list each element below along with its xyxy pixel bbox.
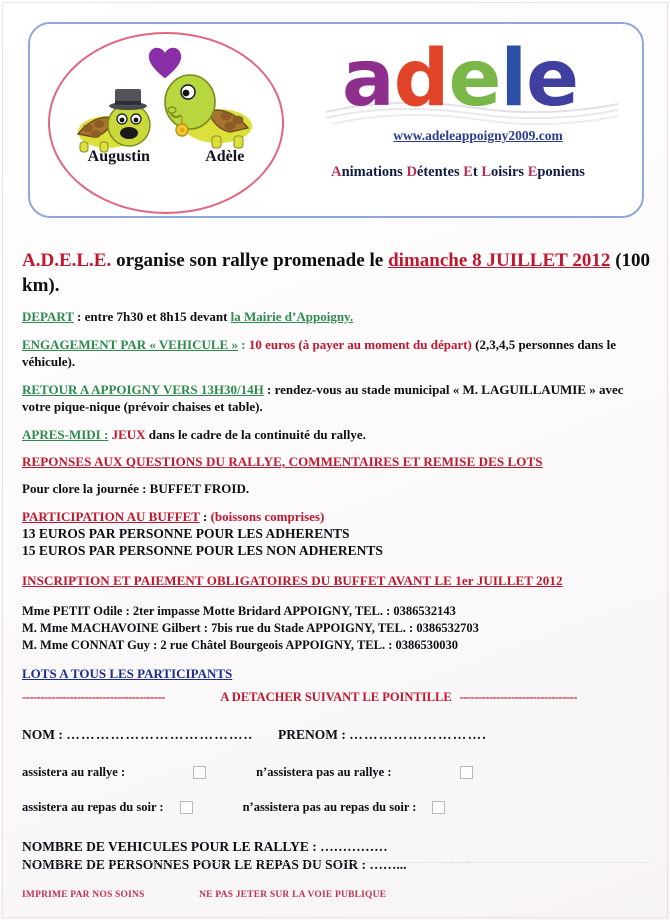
title-middle: organise son rallye promenade le [111, 250, 389, 271]
clore-line: Pour clore la journée : BUFFET FROID. [22, 481, 250, 496]
footer-divider [22, 862, 650, 863]
logo-letter-0: a [342, 34, 394, 124]
logo-letter-4: e [526, 34, 579, 124]
apres-midi-text: dans le cadre de la continuité du rallye. [145, 427, 366, 442]
buffet-sep: : [199, 509, 211, 524]
engagement-note: (2,3,4,5 personnes dans le véhicule). [22, 337, 616, 369]
tagline-capital-1: D [406, 164, 417, 180]
nb-personnes-field[interactable]: NOMBRE DE PERSONNES POUR LE REPAS DU SOIR : ……... [22, 857, 407, 872]
engagement-price: 10 euros (à payer au moment du départ) [248, 337, 472, 352]
flyer-body [22, 248, 650, 682]
reponses-heading: REPONSES AUX QUESTIONS DU RALLYE, COMMENTAIRES ET REMISE DES LOTS [22, 454, 543, 469]
turtle-adele-icon [152, 68, 258, 154]
contact-item: M. Mme CONNAT Guy : 2 rue Châtel Bourgeois APPOIGNY, TEL. : 0386530030 [22, 638, 458, 652]
tagline-word-2: t [472, 164, 482, 180]
tagline-capital-2: E [463, 164, 473, 180]
rallye-no-checkbox[interactable] [460, 766, 473, 779]
detachable-form [22, 690, 650, 835]
depart-sep: : [73, 309, 85, 324]
engagement-sep: : [237, 337, 249, 352]
depart-text: entre 7h30 et 8h15 devant [84, 309, 231, 324]
retour-block [22, 381, 650, 415]
adele-logo-letters [342, 36, 578, 122]
detach-dashes-left: --------------------------------------- [22, 690, 165, 704]
turtle-augustin-icon [66, 88, 158, 154]
website-link[interactable]: www.adeleappoigny2009.com [393, 128, 563, 143]
footer-print-notice: IMPRIME PAR NOS SOINS [22, 890, 145, 900]
footer-notices [22, 890, 650, 900]
buffet-label: PARTICIPATION AU BUFFET [22, 509, 200, 524]
depart-label: DEPART [22, 309, 74, 324]
event-date: dimanche 8 JUILLET 2012 [388, 250, 611, 271]
rallye-attendance-row [22, 765, 650, 780]
buffet-price-non-adherents: 15 EUROS PAR PERSONNE POUR LES NON ADHERENTS [22, 543, 383, 558]
nom-label: NOM : [22, 727, 67, 742]
repas-no-checkbox[interactable] [432, 801, 445, 814]
counts-section [22, 838, 650, 874]
tagline-word-0: nimations [341, 164, 407, 180]
event-title [22, 248, 650, 298]
detach-separator [22, 690, 650, 705]
tagline-word-1: étentes [416, 164, 464, 180]
tagline-capital-0: A [331, 164, 342, 180]
buffet-price-adherents: 13 EUROS PAR PERSONNE POUR LES ADHERENTS [22, 526, 350, 541]
engagement-block [22, 336, 650, 370]
contact-item: M. Mme MACHAVOINE Gilbert : 7bis rue du Stade APPOIGNY, TEL. : 0386532703 [22, 621, 479, 635]
repas-no-label: n’assistera pas au repas du soir : [242, 800, 417, 814]
apres-midi-block [22, 426, 650, 443]
header-banner [28, 22, 644, 218]
contact-list [22, 603, 650, 654]
organization-tagline [288, 164, 628, 181]
repas-yes-checkbox[interactable] [180, 801, 193, 814]
depart-place: la Mairie d’Appoigny. [230, 309, 354, 324]
apres-midi-label: APRES-MIDI : [22, 427, 109, 442]
rallye-no-label: n’assistera pas au rallye : [256, 765, 392, 779]
logo-letter-3: l [500, 34, 527, 124]
retour-sep: : [263, 382, 275, 397]
footer-litter-notice: NE PAS JETER SUR LA VOIE PUBLIQUE [199, 890, 387, 900]
depart-block [22, 308, 650, 325]
apres-midi-jeux: JEUX [108, 427, 146, 442]
nom-input[interactable]: ……………………………….. [66, 727, 254, 742]
tagline-capital-3: L [481, 164, 492, 180]
logo-letter-1: d [393, 34, 449, 124]
retour-text: rendez-vous au stade municipal « M. LAGUILLAUMIE » avec votre pique-nique (prévoir chaises et table). [22, 382, 624, 414]
detach-dashes-right: -------------------------------- [459, 690, 577, 704]
detach-label: A DETACHER SUIVANT LE POINTILLE [220, 690, 452, 704]
repas-attendance-row [22, 800, 650, 815]
tagline-word-3: oisirs [491, 164, 528, 180]
mascot-name-left: Augustin [87, 148, 150, 165]
adele-logo [322, 34, 622, 124]
nb-vehicules-field[interactable]: NOMBRE DE VEHICULES POUR LE RALLYE : …………… [22, 839, 388, 854]
tagline-capital-4: E [527, 164, 538, 180]
prenom-label: PRENOM : [277, 727, 350, 742]
rallye-yes-checkbox[interactable] [193, 766, 206, 779]
repas-yes-label: assistera au repas du soir : [22, 800, 164, 814]
prenom-input[interactable]: ………………………. [349, 727, 488, 742]
engagement-label: ENGAGEMENT PAR « VEHICULE » [22, 337, 238, 352]
mascot-names [60, 148, 272, 166]
lots-notice: LOTS A TOUS LES PARTICIPANTS [22, 666, 233, 681]
event-distance: (100 km). [22, 250, 651, 296]
inscription-heading: INSCRIPTION ET PAIEMENT OBLIGATOIRES DU BUFFET AVANT LE 1er JUILLET 2012 [22, 573, 563, 588]
tagline-word-4: poniens [537, 164, 585, 180]
name-fields-row [22, 727, 650, 743]
contact-item: Mme PETIT Odile : 2ter impasse Motte Bridard APPOIGNY, TEL. : 0386532143 [22, 604, 456, 618]
buffet-note: (boissons comprises) [210, 509, 325, 524]
logo-letter-2: e [448, 34, 501, 124]
retour-label: RETOUR A APPOIGNY VERS 13H30/14H [22, 382, 264, 397]
rallye-yes-label: assistera au rallye : [22, 765, 126, 779]
mascot-name-right: Adèle [205, 148, 245, 165]
buffet-participation-block [22, 508, 650, 559]
org-acronym: A.D.E.L.E. [22, 250, 112, 271]
